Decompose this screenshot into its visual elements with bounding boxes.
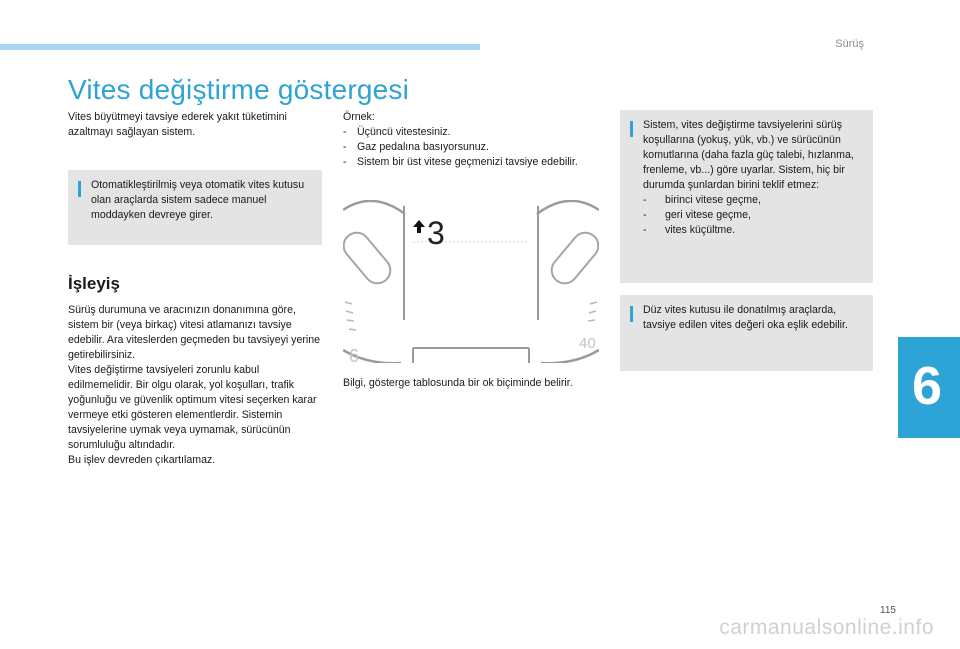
operation-body [68,303,322,468]
example-item: - Üçüncü vitestesiniz. [343,125,603,140]
left-dial-rim [343,201,405,214]
note-marker [630,306,633,322]
page-title: Vites değiştirme göstergesi [68,74,410,105]
note-system-text: Sistem, vites değiştirme tavsiyelerini sürüş koşullarına (yokuş, yük, vb.) ve sürücünün komutlarına (daha fazla güç talebi, hızlanma, frenleme, vb...) göre uyarlar. Sistem, hiç bir durumda şunlardan birini teklif etmez: [643,119,854,191]
example-label: Örnek: [343,111,375,123]
note-marker [630,121,633,137]
note-automatic-gearbox [68,170,322,245]
note-system-item: - birinci vitese geçme, [643,193,863,208]
top-accent-bar [0,44,480,50]
operation-paragraph-1: Sürüş durumuna ve aracınızın donanımına göre, sistem bir (veya birkaç) vitesi atlamanızı tavsiye edebilir. Ara viteslerden geçmeden bu tavsiyeyi yerine getirebilirsiniz. [68,304,321,361]
note-system-adaptation [620,110,873,283]
example-block [343,110,603,170]
left-needle-hub [343,227,396,288]
note-manual-gearbox [620,295,873,371]
gear-indicator: 3 [427,215,445,251]
gear-shift-up-arrow-icon [413,220,425,233]
note-system-item: - vites küçültme. [643,223,863,238]
instrument-cluster-illustration [343,200,599,363]
note-automatic-text: Otomatikleştirilmiş veya otomatik vites kutusu olan araçlarda sistem sadece manuel moddayken devreye girer. [91,179,305,221]
note-system-content [643,118,863,238]
section-label: Sürüş [835,38,864,50]
illustration-caption: Bilgi, gösterge tablosunda bir ok biçiminde belirir. [343,377,573,389]
cluster-drawing [343,200,599,363]
example-list [343,125,603,170]
watermark: carmanualsonline.info [719,616,934,639]
operation-paragraph-2: Vites değiştirme tavsiyeleri zorunlu kabul edilmemelidir. Bir olgu olarak, yol koşulları, trafik yoğunluğu ve güvenlik optimum vitesi seçerken karar vermeye etki gösteren elementlerdir. Sistemin tavsiyelerine uymak veya uymamak, sürücünün sorumluluğu altındadır. [68,364,317,451]
operation-paragraph-3: Bu işlev devreden çıkartılamaz. [68,454,216,466]
example-item: - Gaz pedalına basıyorsunuz. [343,140,603,155]
example-item: - Sistem bir üst vitese geçmenizi tavsiye edebilir. [343,155,603,170]
note-marker [78,181,81,197]
left-dial-number: 6 [349,346,360,363]
chapter-number: 6 [911,356,943,416]
right-dial-rim [537,201,599,214]
chapter-tab [898,337,960,438]
right-dial-number: 40 [579,335,596,352]
intro-text: Vites büyütmeyi tavsiye ederek yakıt tüketimini azaltmayı sağlayan sistem. [68,111,287,138]
note-manual-text: Düz vites kutusu ile donatılmış araçlarda, tavsiye edilen vites değeri oka eşlik edebilir. [643,304,848,331]
page-number: 115 [880,605,896,616]
note-system-item: - geri vitese geçme, [643,208,863,223]
right-needle-hub [546,227,599,288]
operation-heading: İşleyiş [68,274,120,293]
note-system-list [643,193,863,238]
